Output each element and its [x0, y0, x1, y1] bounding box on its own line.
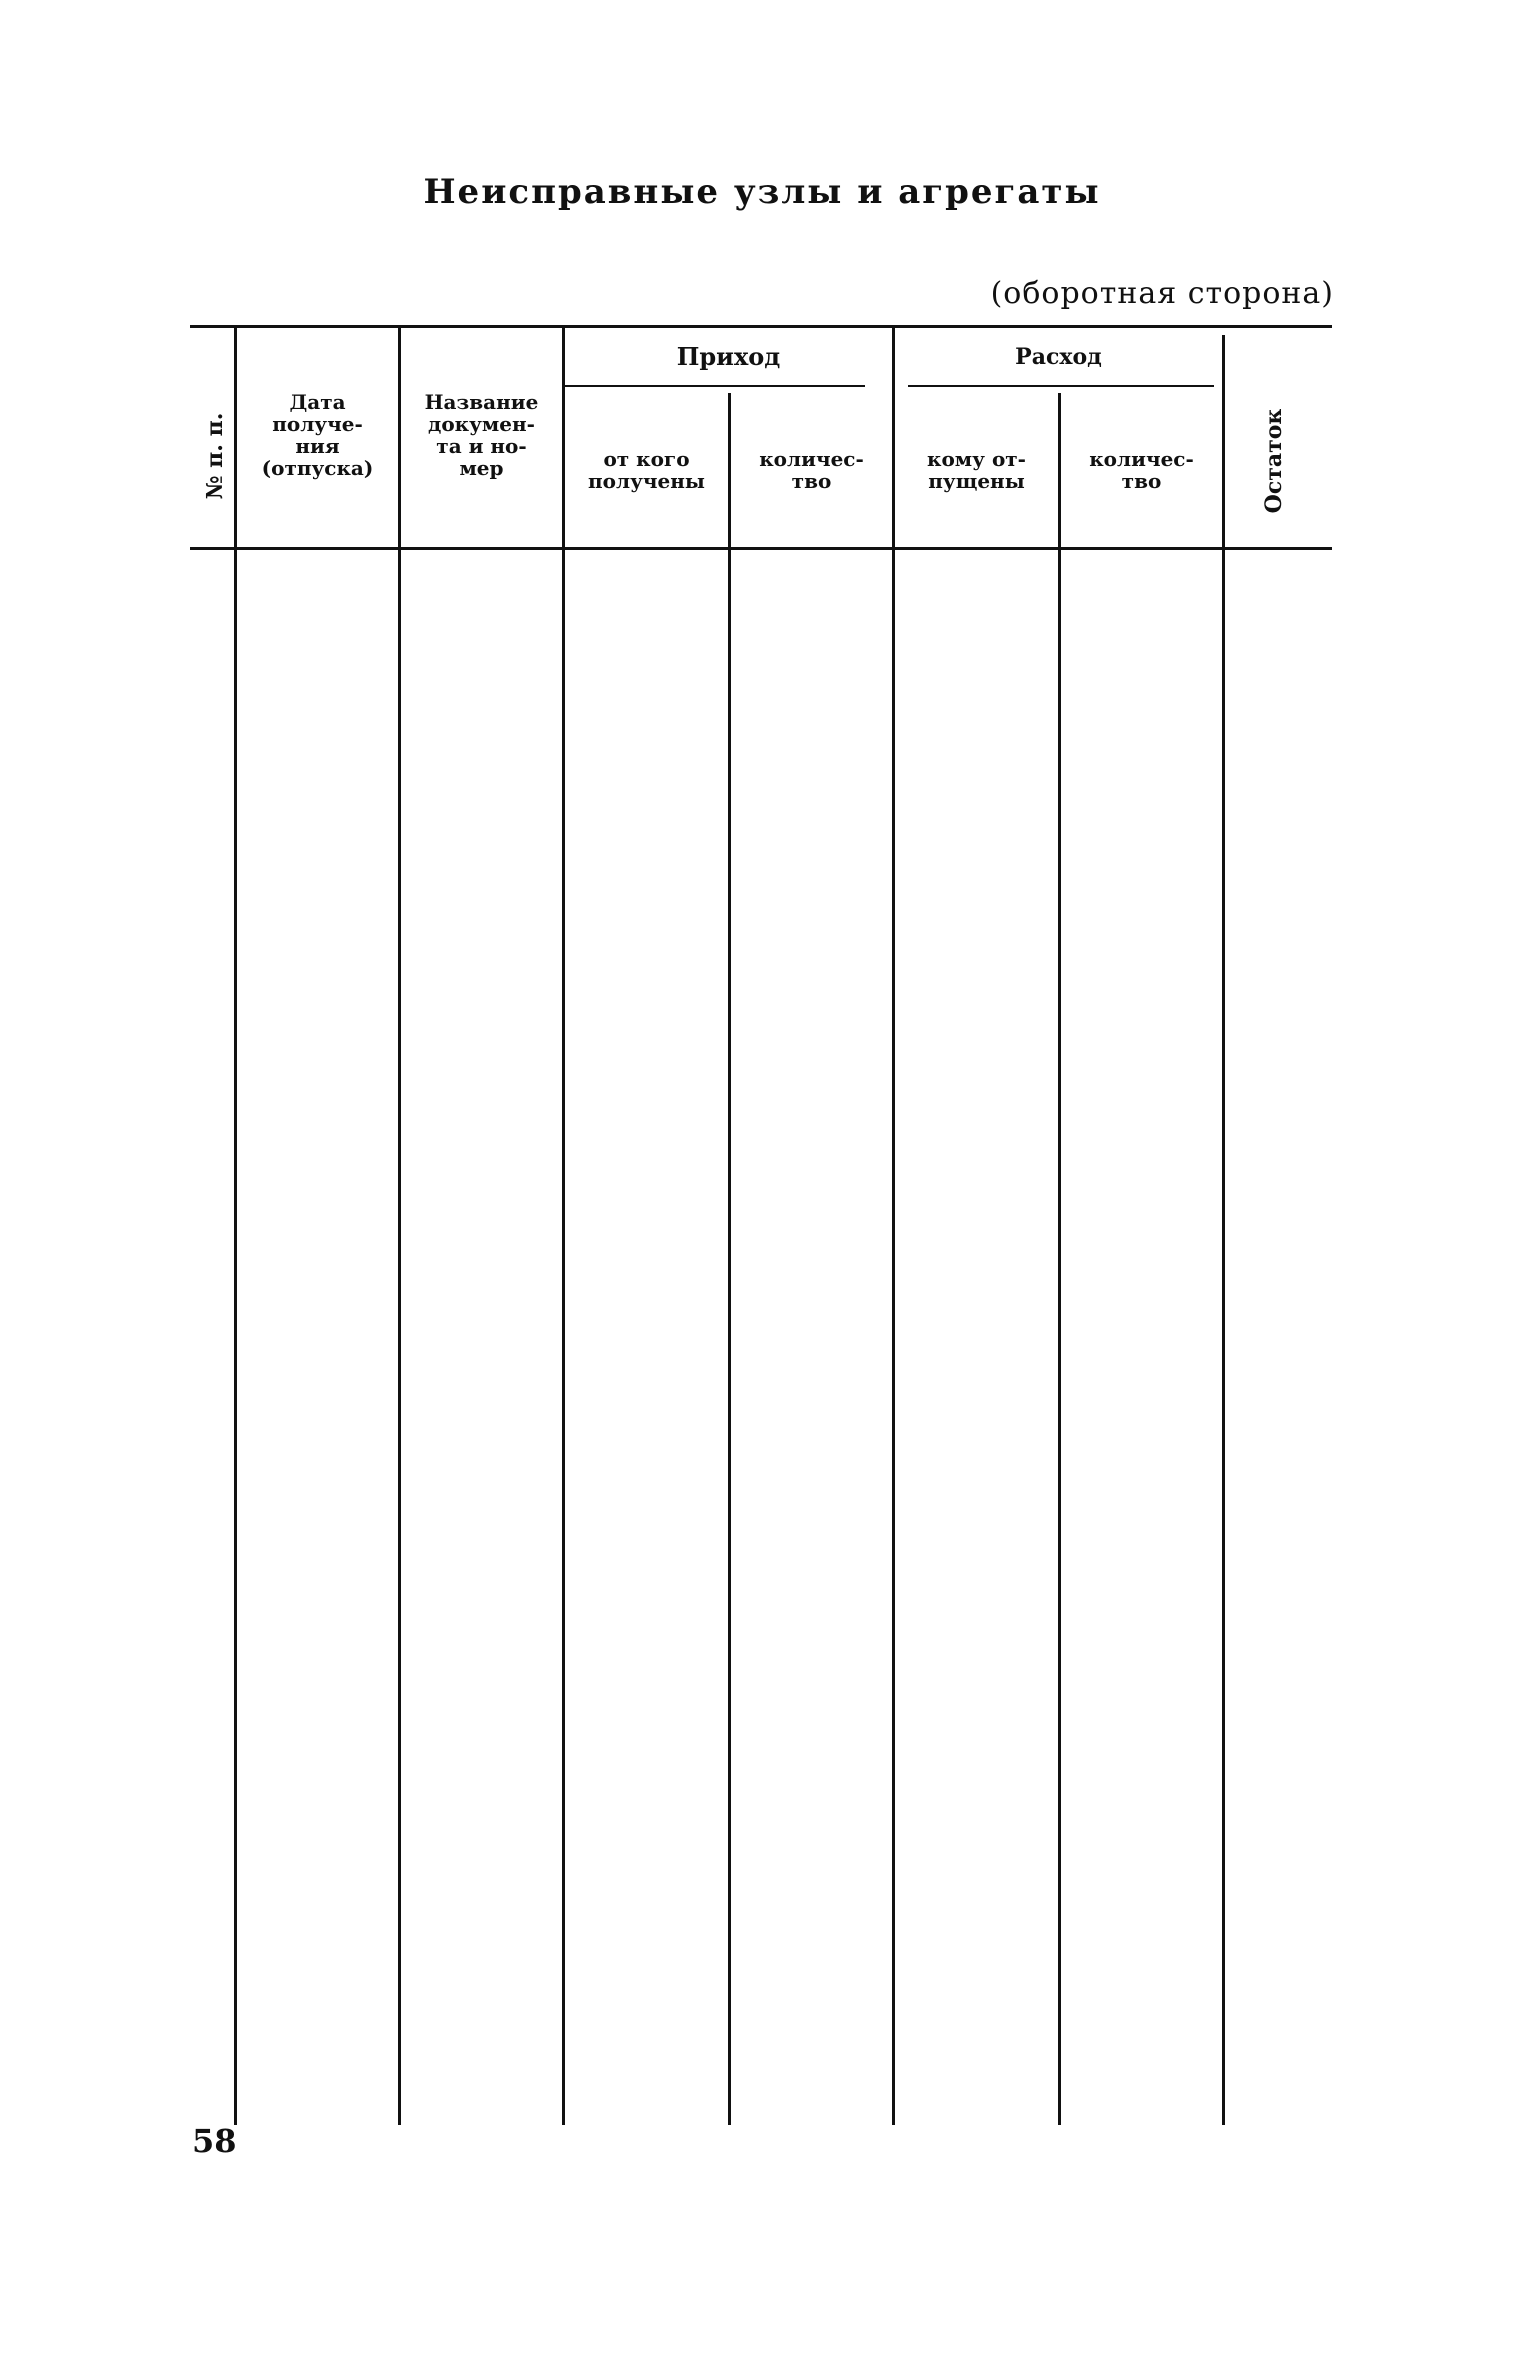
- table-top-rule: [190, 325, 1332, 328]
- header-number: № п. п.: [202, 412, 228, 500]
- header-income-qty: количес- тво: [759, 447, 864, 493]
- header-remainder: Остаток: [1261, 408, 1287, 514]
- header-date: Дата получе- ния (отпуска): [261, 390, 374, 480]
- header-document: Название докумен- та и но- мер: [424, 390, 539, 480]
- header-bottom-rule: [190, 547, 1332, 550]
- column-divider-4: [728, 393, 731, 2125]
- header-income-from: от кого получены: [588, 447, 705, 493]
- page-subtitle: (оборотная сторона): [990, 276, 1334, 311]
- header-expense-to: кому от- пущены: [927, 447, 1026, 493]
- column-divider-7: [1222, 335, 1225, 2125]
- header-expense-qty: количес- тво: [1089, 447, 1194, 493]
- column-divider-6: [1058, 393, 1061, 2125]
- ledger-table: [190, 325, 1332, 2125]
- header-income-group: Приход: [676, 342, 781, 371]
- header-expense-group: Расход: [1015, 344, 1102, 370]
- column-divider-3: [562, 325, 565, 2125]
- column-divider-1: [234, 325, 237, 2125]
- expense-group-rule: [908, 385, 1214, 387]
- column-divider-2: [398, 325, 401, 2125]
- page-number: 58: [192, 2122, 237, 2160]
- income-group-rule: [565, 385, 865, 387]
- column-divider-5: [892, 325, 895, 2125]
- page-title: Неисправные узлы и агрегаты: [423, 172, 1101, 212]
